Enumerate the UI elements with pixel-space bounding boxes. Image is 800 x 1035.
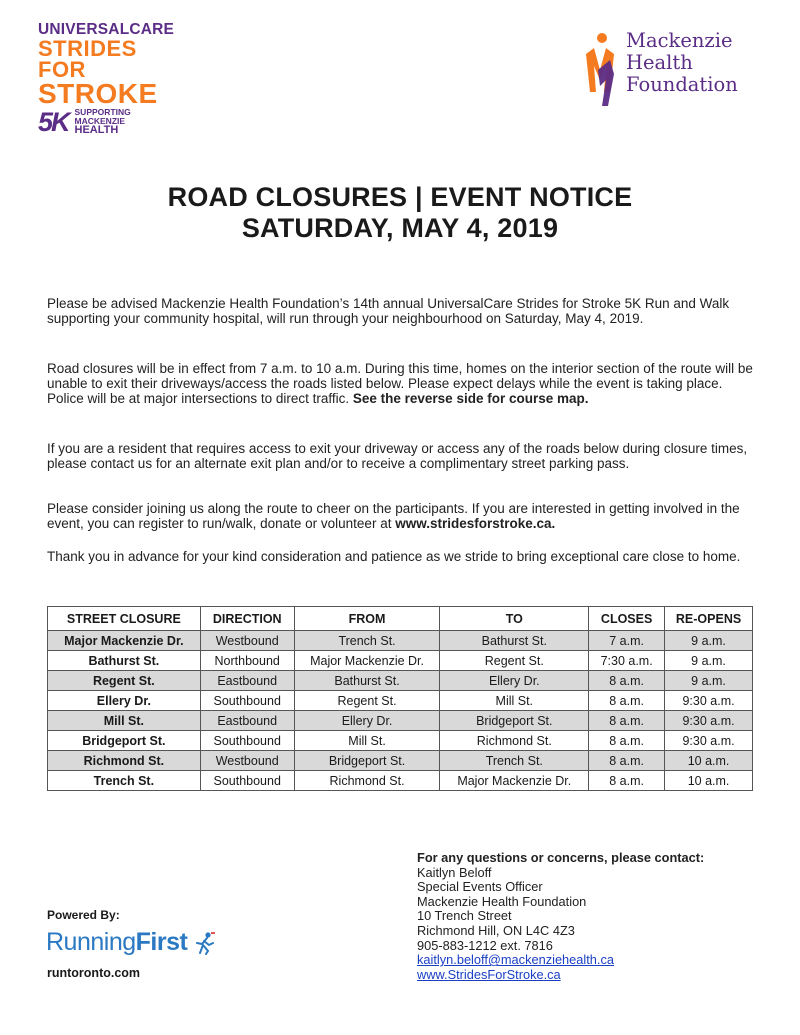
column-header: CLOSES	[589, 607, 665, 631]
table-cell: Trench St.	[294, 631, 440, 651]
table-cell: Major Mackenzie Dr.	[48, 631, 201, 651]
table-cell: 8 a.m.	[589, 671, 665, 691]
table-row	[48, 771, 753, 791]
table-cell: Regent St.	[48, 671, 201, 691]
table-cell: 9:30 a.m.	[665, 731, 753, 751]
thank-you-paragraph: Thank you in advance for your kind consideration and patience as we stride to bring exceptional care close to home.	[47, 549, 741, 564]
mackenzie-figure-icon	[580, 30, 620, 108]
table-cell: Richmond St.	[48, 751, 201, 771]
runningfirst-logo	[46, 928, 216, 957]
volunteer-paragraph: Please consider joining us along the route to cheer on the participants. If you are interested in getting involved in the event, you can register to run/walk, donate or volunteer at www.stridesforstroke.ca.	[47, 501, 740, 531]
table-cell: Trench St.	[48, 771, 201, 791]
table-cell: 8 a.m.	[589, 751, 665, 771]
table-cell: 7:30 a.m.	[589, 651, 665, 671]
table-cell: Bridgeport St.	[440, 711, 589, 731]
logo-supporting-text: SUPPORTING MACKENZIE HEALTH	[74, 107, 131, 136]
contact-block	[417, 851, 704, 982]
road-closures-table	[47, 606, 753, 791]
column-header: STREET CLOSURE	[48, 607, 201, 631]
table-cell: Westbound	[200, 751, 294, 771]
table-cell: Richmond St.	[294, 771, 440, 791]
logo-health-text: Health	[626, 51, 693, 74]
logo-stroke-text: STROKE	[38, 78, 158, 109]
road-closures-paragraph: Road closures will be in effect from 7 a.m. to 10 a.m. During this time, homes on the interior section of the route will be unable to exit their driveways/access the roads listed below. Please expect delays while the event is taking place. Police will be at major intersections to direct traffic. See the reverse side for course map.	[47, 361, 753, 406]
table-row	[48, 651, 753, 671]
event-date-title: SATURDAY, MAY 4, 2019	[241, 213, 559, 243]
column-header: DIRECTION	[200, 607, 294, 631]
contact-heading: For any questions or concerns, please contact:	[417, 850, 705, 865]
runningfirst-first-text: First	[135, 928, 188, 956]
table-cell: Regent St.	[440, 651, 589, 671]
logo-5k-text: 5K	[38, 107, 69, 137]
table-cell: Southbound	[200, 731, 294, 751]
table-cell: 9 a.m.	[665, 651, 753, 671]
mackenzie-health-foundation-logo	[580, 30, 738, 108]
table-row	[48, 631, 753, 651]
logo-universalcare-text: UNIVERSALCARE	[38, 21, 175, 38]
contact-phone: 905-883-1212 ext. 7816	[417, 937, 553, 953]
column-header: FROM	[294, 607, 440, 631]
contact-email-link[interactable]: kaitlyn.beloff@mackenziehealth.ca	[417, 952, 614, 968]
table-cell: 10 a.m.	[665, 771, 753, 791]
table-cell: Bathurst St.	[48, 651, 201, 671]
table-cell: Westbound	[200, 631, 294, 651]
logo-strides-for-text: STRIDES FOR	[38, 36, 137, 82]
contact-address-line1: 10 Trench Street	[417, 908, 512, 924]
contact-name: Kaitlyn Beloff	[417, 864, 492, 880]
table-cell: 9:30 a.m.	[665, 711, 753, 731]
contact-role: Special Events Officer	[417, 879, 543, 895]
table-cell: Bridgeport St.	[48, 731, 201, 751]
strides-for-stroke-logo	[38, 22, 188, 136]
table-cell: Mill St.	[48, 711, 201, 731]
table-cell: Southbound	[200, 691, 294, 711]
table-cell: Ellery Dr.	[294, 711, 440, 731]
contact-organization: Mackenzie Health Foundation	[417, 893, 587, 909]
table-cell: Trench St.	[440, 751, 589, 771]
table-cell: Northbound	[200, 651, 294, 671]
powered-by-label: Powered By:	[47, 908, 120, 922]
intro-paragraph: Please be advised Mackenzie Health Foundation’s 14th annual UniversalCare Strides for Stroke 5K Run and Walk supporting your community hospital, will run through your neighbourhood on Saturday, May 4, 2019.	[47, 296, 730, 326]
resident-access-paragraph: If you are a resident that requires access to exit your driveway or access any of the roads below during closure times, please contact us for an alternate exit plan and/or to receive a complimentary street parking pass.	[47, 441, 748, 471]
table-cell: 7 a.m.	[589, 631, 665, 651]
table-cell: Major Mackenzie Dr.	[294, 651, 440, 671]
column-header: RE-OPENS	[665, 607, 753, 631]
table-cell: Richmond St.	[440, 731, 589, 751]
table-row	[48, 671, 753, 691]
table-cell: Regent St.	[294, 691, 440, 711]
table-row	[48, 691, 753, 711]
column-header: TO	[440, 607, 589, 631]
contact-website-link[interactable]: www.StridesForStroke.ca	[417, 966, 561, 982]
table-cell: Ellery Dr.	[48, 691, 201, 711]
runtoronto-url: runtoronto.com	[47, 966, 141, 980]
table-cell: 9 a.m.	[665, 671, 753, 691]
table-cell: Ellery Dr.	[440, 671, 589, 691]
runningfirst-running-text: Running	[46, 928, 136, 956]
contact-address-line2: Richmond Hill, ON L4C 4Z3	[417, 922, 575, 938]
table-cell: 9 a.m.	[665, 631, 753, 651]
table-row	[48, 731, 753, 751]
table-cell: 10 a.m.	[665, 751, 753, 771]
strides-website-text: www.stridesforstroke.ca.	[395, 516, 556, 531]
page-title: ROAD CLOSURES | EVENT NOTICE	[167, 182, 633, 212]
table-cell: Eastbound	[200, 671, 294, 691]
table-header-row	[48, 607, 753, 631]
logo-mackenzie-text: Mackenzie	[626, 29, 733, 52]
table-cell: Eastbound	[200, 711, 294, 731]
table-cell: 8 a.m.	[589, 691, 665, 711]
table-row	[48, 711, 753, 731]
table-cell: 8 a.m.	[589, 771, 665, 791]
table-cell: Mill St.	[440, 691, 589, 711]
table-cell: Major Mackenzie Dr.	[440, 771, 589, 791]
table-cell: Bathurst St.	[440, 631, 589, 651]
table-cell: 8 a.m.	[589, 731, 665, 751]
table-cell: Bridgeport St.	[294, 751, 440, 771]
logo-foundation-text: Foundation	[626, 73, 738, 96]
table-cell: Mill St.	[294, 731, 440, 751]
reverse-side-note: See the reverse side for course map.	[352, 391, 589, 406]
table-cell: Southbound	[200, 771, 294, 791]
table-cell: 8 a.m.	[589, 711, 665, 731]
table-cell: 9:30 a.m.	[665, 691, 753, 711]
table-cell: Bathurst St.	[294, 671, 440, 691]
runner-icon	[194, 931, 216, 955]
table-row	[48, 751, 753, 771]
